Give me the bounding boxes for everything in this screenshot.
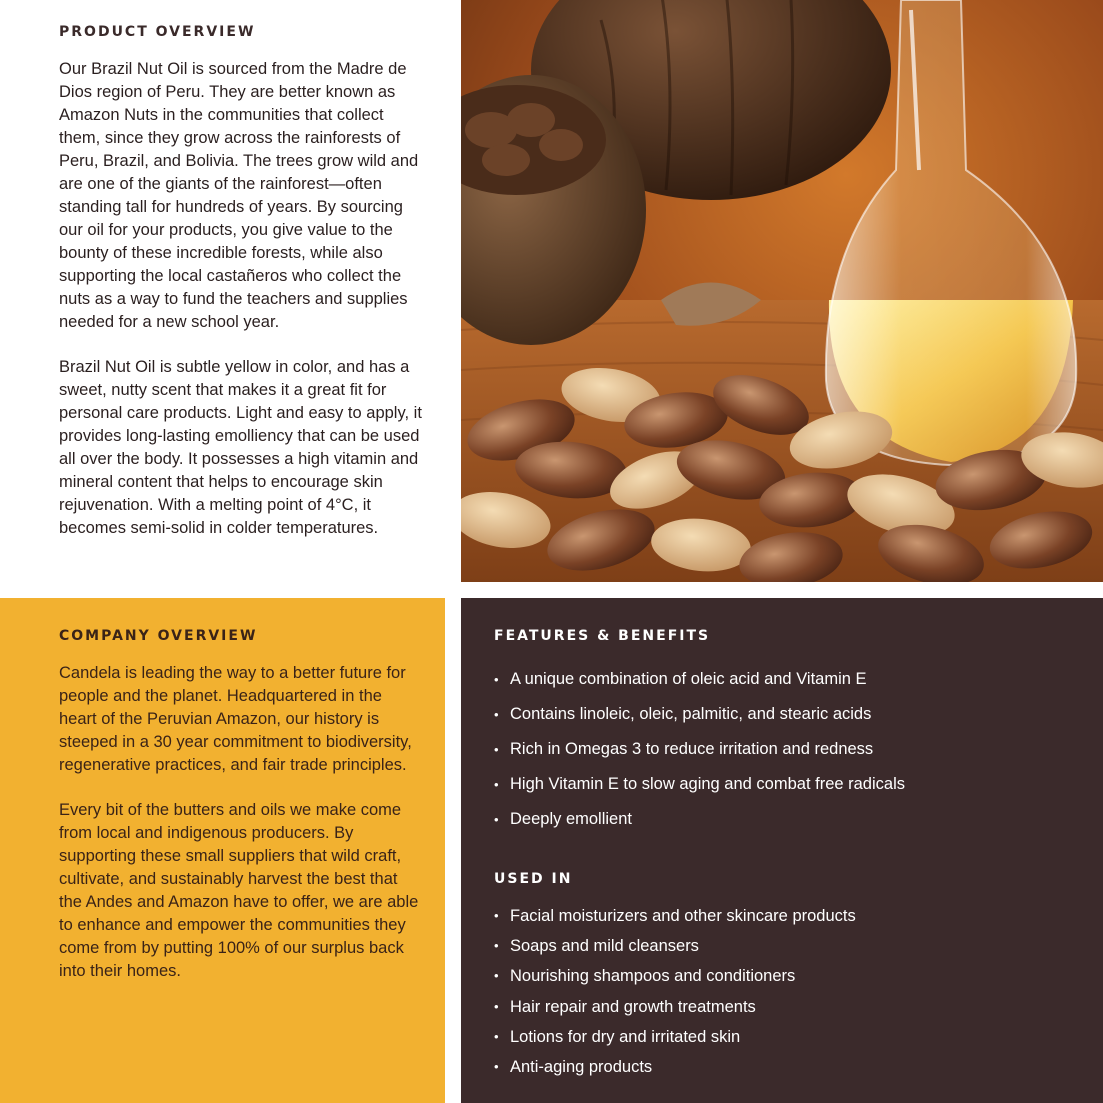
used-in-item: • Facial moisturizers and other skincare products bbox=[494, 901, 1084, 931]
features-list bbox=[494, 662, 1084, 837]
used-in-item: • Soaps and mild cleansers bbox=[494, 931, 1084, 961]
product-overview-heading: PRODUCT OVERVIEW bbox=[59, 24, 256, 40]
product-overview-paragraph: Our Brazil Nut Oil is sourced from the Madre de Dios region of Peru. They are better known as Amazon Nuts in the communities that collect them, since they grow across the rainforests of Peru, Brazil, and Bolivia. The trees grow wild and are one of the giants of the rainforest—often standing tall for hundreds of years. By sourcing our oil for your products, you give value to the bounty of these incredible forests, while also supporting the local castañeros who collect the nuts as a way to fund the teachers and supplies needed for a new school year. bbox=[59, 60, 419, 331]
feature-item: • Deeply emollient bbox=[494, 802, 1084, 837]
brazil-nut-oil-photo bbox=[461, 0, 1103, 582]
used-in-item: • Nourishing shampoos and conditioners bbox=[494, 961, 1084, 991]
product-overview-section bbox=[59, 24, 424, 540]
product-overview-paragraph: Brazil Nut Oil is subtle yellow in color, and has a sweet, nutty scent that makes it a great fit for personal care products. Light and easy to apply, it provides long-lasting emolliency that can be used all over the body. It possesses a high vitamin and mineral content that helps to encourage skin rejuvenation. With a melting point of 4°C, it becomes semi-solid in colder temperatures. bbox=[59, 358, 422, 537]
used-in-item: • Lotions for dry and irritated skin bbox=[494, 1022, 1084, 1052]
used-in-item: • Anti-aging products bbox=[494, 1052, 1084, 1082]
used-in-heading: USED IN bbox=[494, 871, 573, 887]
feature-item: • Rich in Omegas 3 to reduce irritation and redness bbox=[494, 732, 1084, 767]
features-benefits-section bbox=[461, 598, 1103, 1103]
feature-item: • A unique combination of oleic acid and Vitamin E bbox=[494, 662, 1084, 697]
company-overview-heading: COMPANY OVERVIEW bbox=[59, 628, 258, 644]
used-in-list bbox=[494, 901, 1084, 1082]
company-overview-paragraph: Every bit of the butters and oils we make come from local and indigenous producers. By supporting these small suppliers that wild craft, cultivate, and sustainably harvest the best that the Andes and Amazon have to offer, we are able to enhance and empower the communities they come from by putting 100% of our surplus back into their homes. bbox=[59, 801, 419, 980]
feature-item: • Contains linoleic, oleic, palmitic, and stearic acids bbox=[494, 697, 1084, 732]
company-overview-section bbox=[0, 598, 445, 1103]
used-in-item: • Hair repair and growth treatments bbox=[494, 992, 1084, 1022]
company-overview-paragraph: Candela is leading the way to a better future for people and the planet. Headquartered in the heart of the Peruvian Amazon, our history is steeped in a 30 year commitment to biodiversity, regenerative practices, and fair trade principles. bbox=[59, 664, 412, 774]
feature-item: • High Vitamin E to slow aging and combat free radicals bbox=[494, 767, 1084, 802]
features-benefits-heading: FEATURES & BENEFITS bbox=[494, 628, 711, 644]
